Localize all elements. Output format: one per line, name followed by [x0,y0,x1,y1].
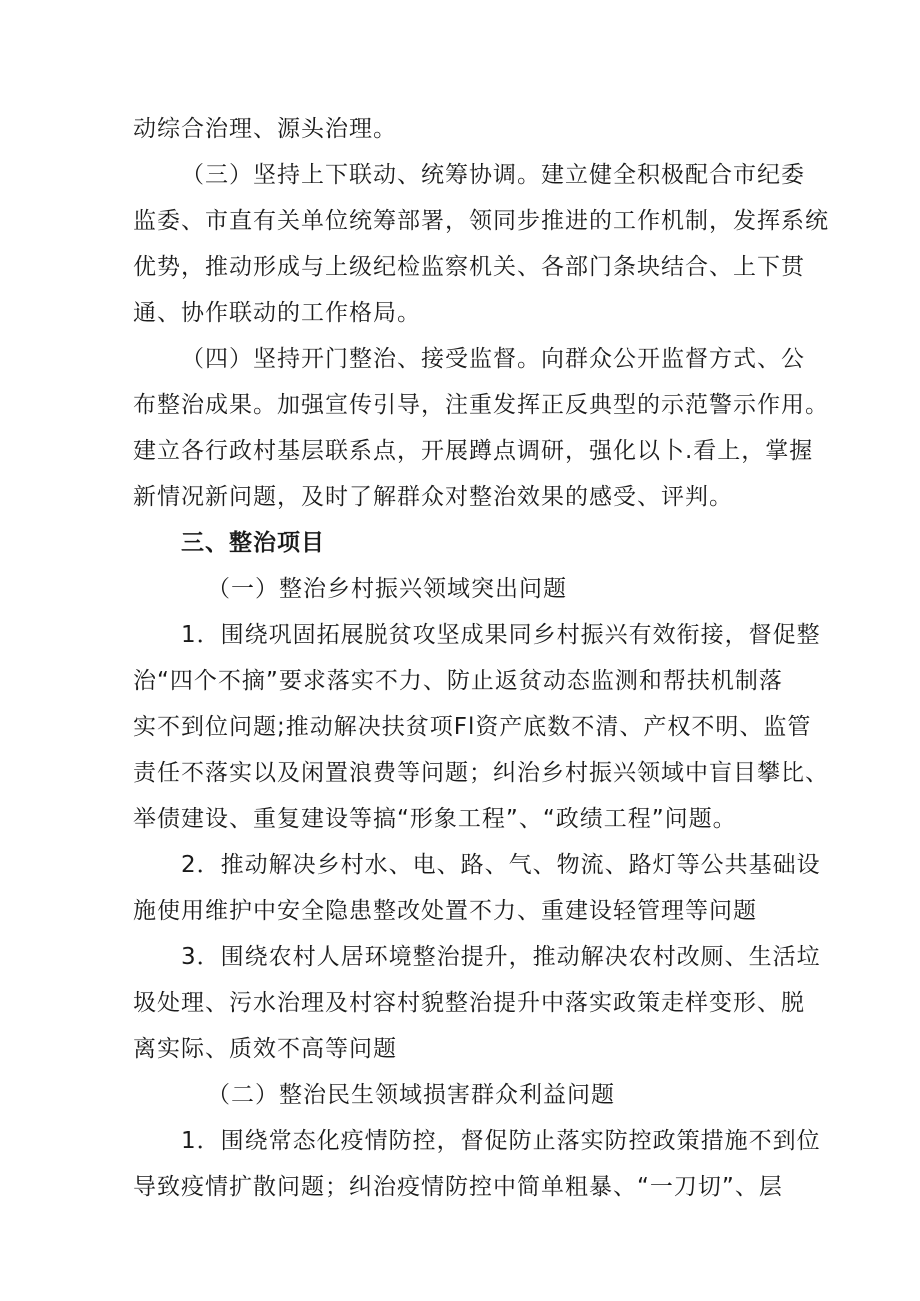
section-heading: 三、整治项目 [181,530,325,556]
paragraph-line: 责任不落实以及闲置浪费等问题；纠治乡村振兴领域中盲目攀比、 [133,760,829,786]
paragraph-line: 新情况新问题，及时了解群众对整治效果的感受、评判。 [133,484,733,510]
paragraph-line: 圾处理、污水治理及村容村貌整治提升中落实政策走样变形、脱 [133,990,805,1016]
paragraph-line: 2．推动解决乡村水、电、路、气、物流、路灯等公共基础设 [181,852,821,878]
paragraph-line: 优势，推动形成与上级纪检监察机关、各部门条块结合、上下贯 [133,254,805,280]
paragraph-line: 施使用维护中安全隐患整改处置不力、重建设轻管理等问题 [133,898,757,924]
paragraph-line: 1．围绕巩固拓展脱贫攻坚成果同乡村振兴有效衔接，督促整 [181,622,821,648]
paragraph-line: 实不到位问题;推动解决扶贫项Fl资产底数不清、产权不明、监管 [133,714,812,740]
paragraph-line: 通、协作联动的工作格局。 [133,300,421,326]
paragraph-line: （四）坚持开门整治、接受监督。向群众公开监督方式、公 [181,346,805,372]
paragraph-line: 建立各行政村基层联系点，开展蹲点调研，强化以卜.看上，掌握 [133,438,814,464]
paragraph-line: 3．围绕农村人居环境整治提升，推动解决农村改厕、生活垃 [181,944,821,970]
paragraph-line: 1．围绕常态化疫情防控，督促防止落实防控政策措施不到位 [181,1128,821,1154]
paragraph-line: 动综合治理、源头治理。 [133,116,397,142]
paragraph-line: 布整治成果。加强宣传引导，注重发挥正反典型的示范警示作用。 [133,392,829,418]
subsection-heading: （一）整治乡村振兴领域突出问题 [207,576,567,602]
paragraph-line: （三）坚持上下联动、统筹协调。建立健全积极配合市纪委 [181,162,805,188]
paragraph-line: 举债建设、重复建设等搞“形象工程”、“政绩工程”问题。 [133,806,737,832]
paragraph-line: 导致疫情扩散问题；纠治疫情防控中简单粗暴、“一刀切”、层 [133,1174,783,1200]
subsection-heading: （二）整治民生领域损害群众利益问题 [207,1082,615,1108]
paragraph-line: 治“四个不摘”要求落实不力、防止返贫动态监测和帮扶机制落 [133,668,783,694]
paragraph-line: 离实际、质效不高等问题 [133,1036,397,1062]
paragraph-line: 监委、市直有关单位统筹部署，领同步推进的工作机制，发挥系统 [133,208,829,234]
